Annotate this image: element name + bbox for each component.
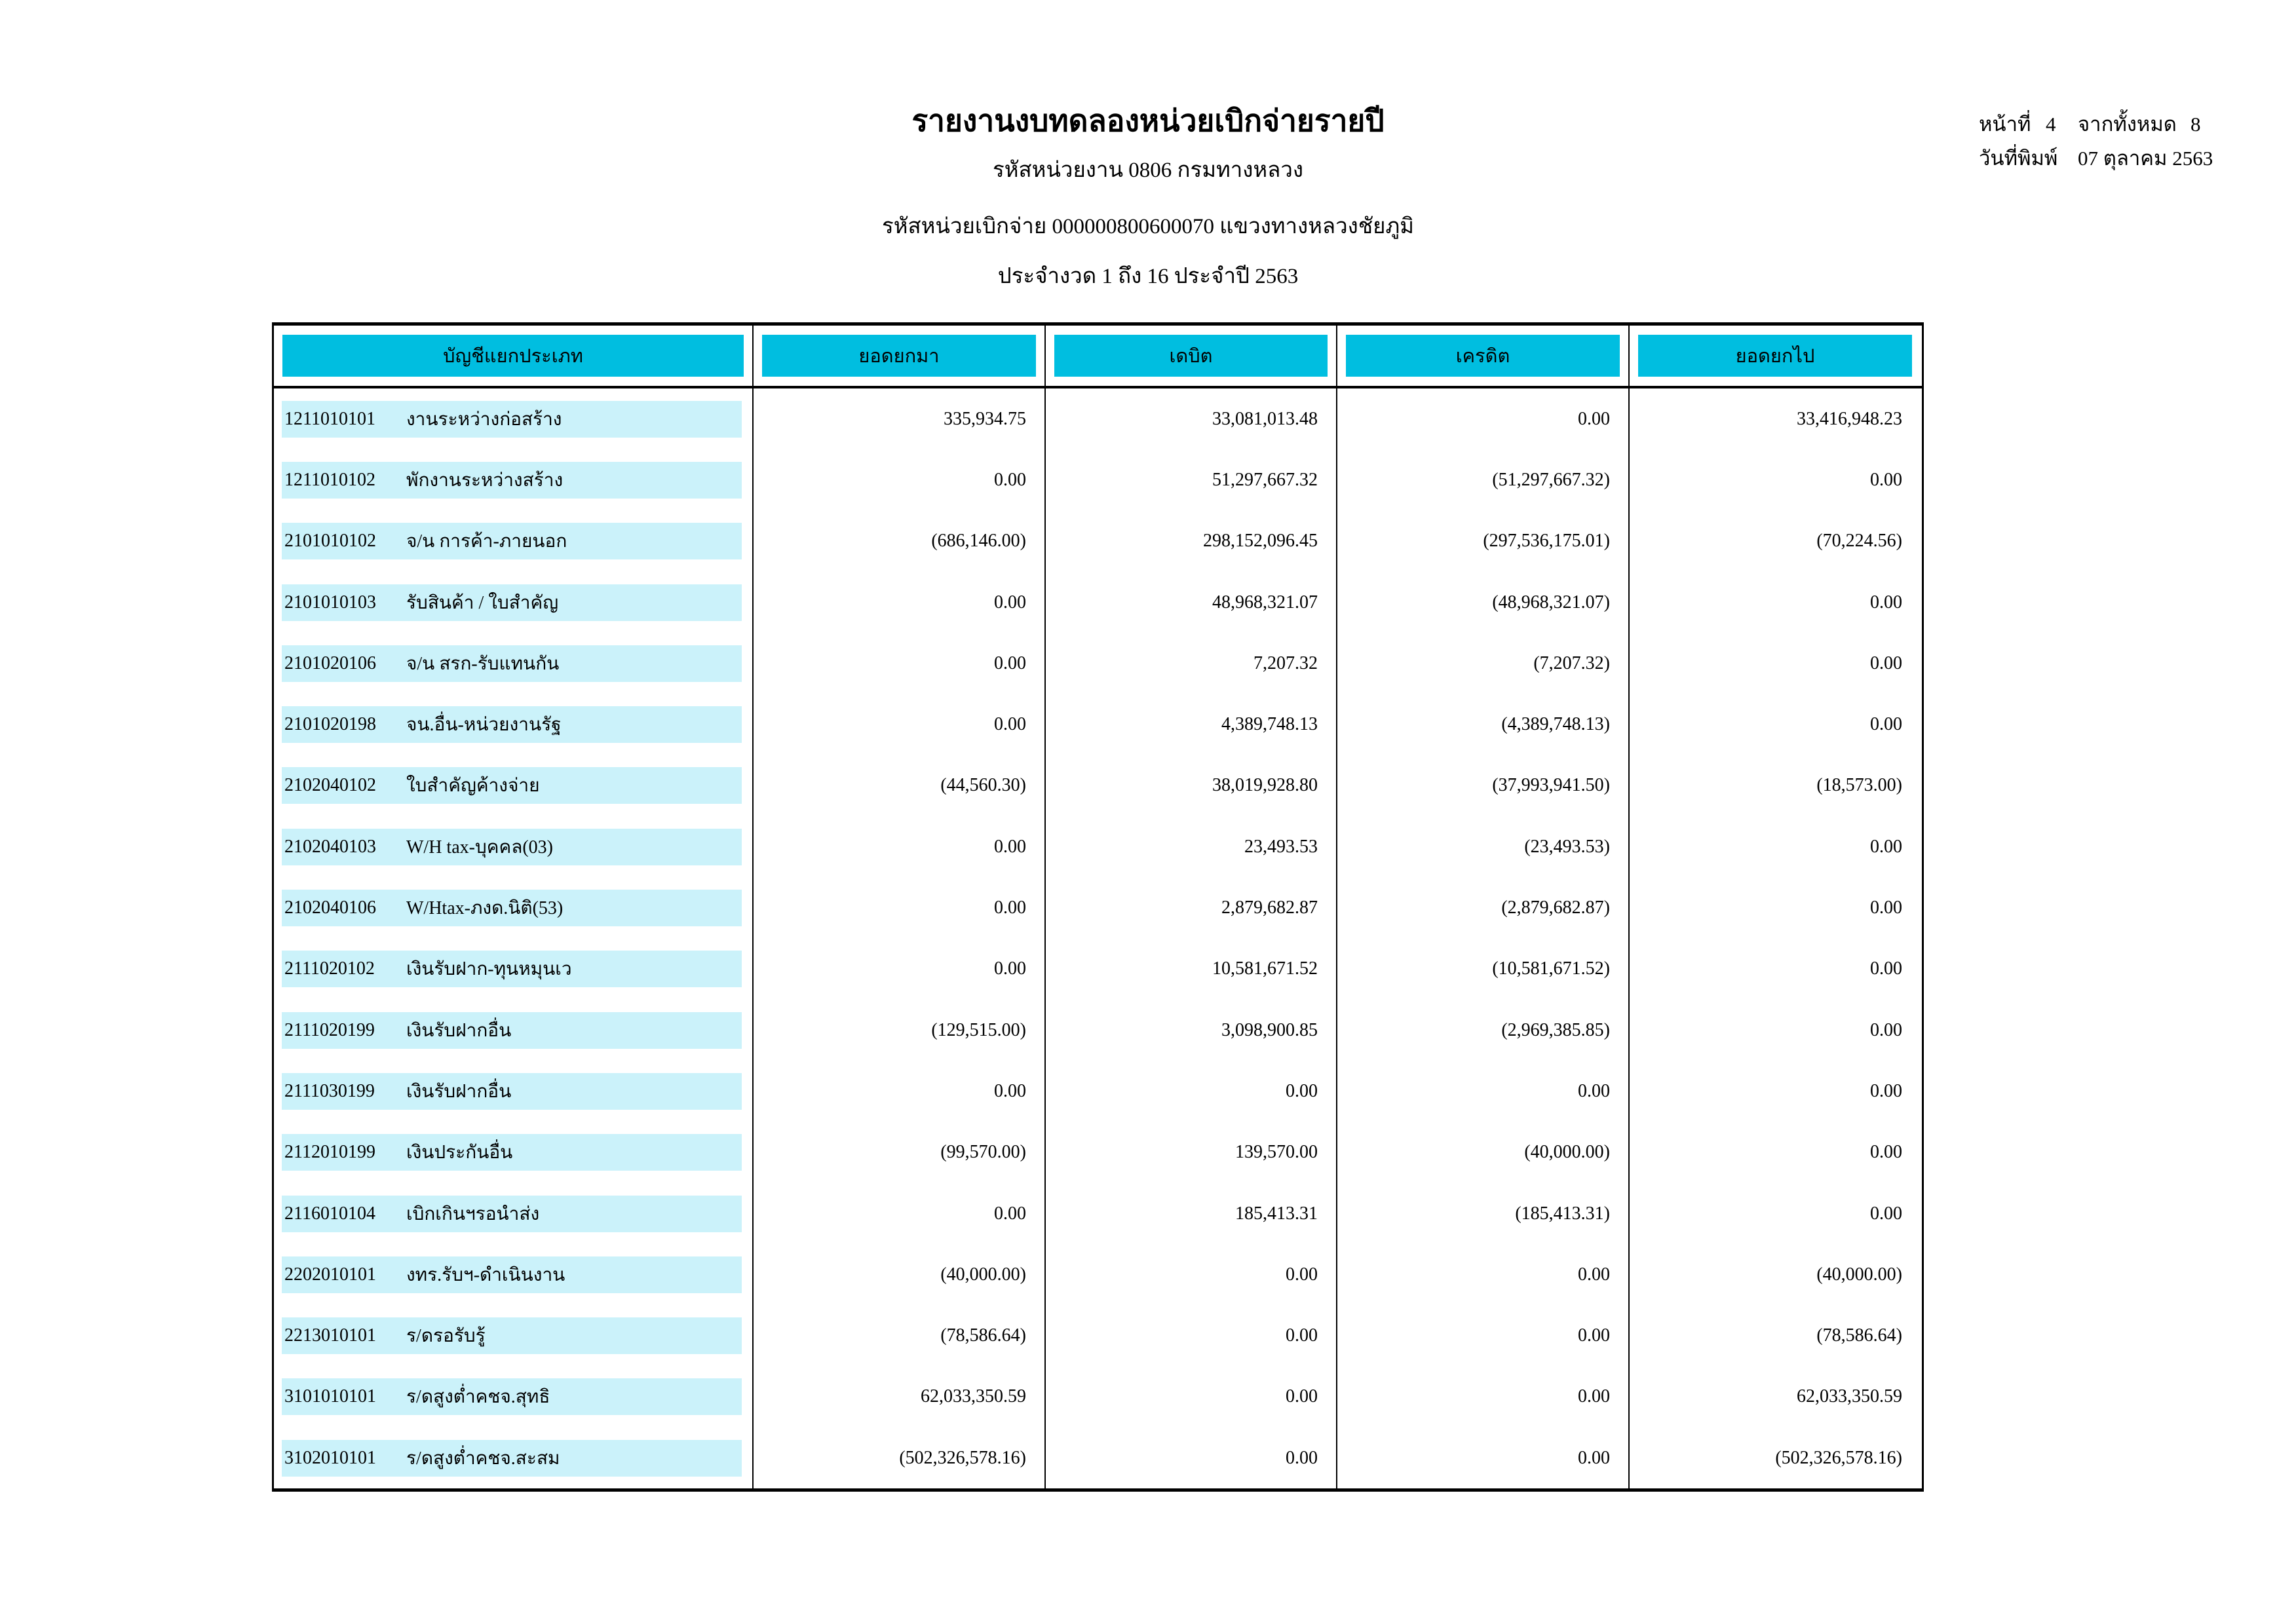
carry-forward-value: (99,570.00) bbox=[754, 1122, 1046, 1183]
debit-value: 139,570.00 bbox=[1046, 1122, 1337, 1183]
account-code: 2102040103 bbox=[284, 836, 376, 857]
account-code: 2112010199 bbox=[284, 1142, 375, 1163]
carry-forward-value: 62,033,350.59 bbox=[754, 1367, 1046, 1427]
period-line: ประจำงวด 1 ถึง 16 ประจำปี 2563 bbox=[997, 265, 1299, 288]
account-code: 2213010101 bbox=[284, 1325, 376, 1346]
account-band bbox=[282, 706, 742, 743]
column-header-credit: เครดิต bbox=[1346, 335, 1620, 377]
credit-value: 0.00 bbox=[1337, 1061, 1630, 1122]
credit-value: (7,207.32) bbox=[1337, 633, 1630, 694]
balance-value: 0.00 bbox=[1870, 836, 1902, 857]
account-band bbox=[282, 1440, 742, 1477]
account-cell bbox=[274, 1061, 754, 1122]
account-name: ร/ดสูงต่ำคชจ.สะสม bbox=[406, 1448, 560, 1469]
account-cell bbox=[274, 1183, 754, 1244]
trial-balance-table bbox=[272, 322, 1924, 1492]
credit-value: 0.00 bbox=[1337, 1427, 1630, 1488]
table-row bbox=[274, 388, 1922, 449]
account-band bbox=[282, 1378, 742, 1415]
account-name: จ/น การค้า-ภายนอก bbox=[406, 531, 567, 552]
account-band bbox=[282, 829, 742, 865]
column-header-debit: เดบิต bbox=[1054, 335, 1328, 377]
account-band bbox=[282, 1012, 742, 1049]
account-band bbox=[282, 645, 742, 682]
account-band bbox=[282, 1317, 742, 1354]
disbursement-unit-line: รหัสหน่วยเบิกจ่าย 000000800600070 แขวงทางหลวงชัยภูมิ bbox=[882, 215, 1414, 238]
debit-value: 0.00 bbox=[1046, 1367, 1337, 1427]
carry-forward-value: 0.00 bbox=[754, 572, 1046, 633]
account-name: ร/ดสูงต่ำคชจ.สุทธิ bbox=[406, 1387, 550, 1408]
table-row bbox=[274, 755, 1922, 816]
account-band bbox=[282, 890, 742, 926]
credit-value: (23,493.53) bbox=[1337, 816, 1630, 877]
carry-forward-value: (40,000.00) bbox=[754, 1244, 1046, 1305]
balance-value: (70,224.56) bbox=[1816, 531, 1902, 552]
balance-value: 0.00 bbox=[1870, 958, 1902, 979]
balance-value: 0.00 bbox=[1870, 1019, 1902, 1040]
account-band bbox=[282, 523, 742, 559]
table-row bbox=[274, 1427, 1922, 1488]
account-code: 2111030199 bbox=[284, 1080, 375, 1101]
account-code: 1211010102 bbox=[284, 469, 375, 490]
account-code: 2102040106 bbox=[284, 897, 376, 918]
carry-forward-value: (78,586.64) bbox=[754, 1305, 1046, 1366]
credit-value: (185,413.31) bbox=[1337, 1183, 1630, 1244]
account-cell bbox=[274, 1122, 754, 1183]
report-title: รายงานงบทดลองหน่วยเบิกจ่ายรายปี bbox=[911, 104, 1385, 138]
table-row bbox=[274, 449, 1922, 510]
account-name: งทร.รับฯ-ดำเนินงาน bbox=[406, 1264, 565, 1285]
table-row bbox=[274, 877, 1922, 938]
table-row bbox=[274, 1367, 1922, 1427]
account-band bbox=[282, 1196, 742, 1232]
balance-value: (78,586.64) bbox=[1816, 1325, 1902, 1346]
table-row bbox=[274, 1000, 1922, 1061]
balance-value: 0.00 bbox=[1870, 469, 1902, 490]
debit-value: 51,297,667.32 bbox=[1046, 449, 1337, 510]
account-band bbox=[282, 1256, 742, 1293]
balance-value: 0.00 bbox=[1870, 897, 1902, 918]
table-row bbox=[274, 816, 1922, 877]
header-cell-debit bbox=[1046, 326, 1337, 386]
account-code: 2101010102 bbox=[284, 531, 376, 552]
account-cell bbox=[274, 816, 754, 877]
account-code: 2101010103 bbox=[284, 592, 376, 613]
debit-value: 0.00 bbox=[1046, 1061, 1337, 1122]
table-row bbox=[274, 1305, 1922, 1366]
account-cell bbox=[274, 511, 754, 572]
account-band bbox=[282, 1073, 742, 1110]
carry-forward-value: 0.00 bbox=[754, 816, 1046, 877]
debit-value: 0.00 bbox=[1046, 1305, 1337, 1366]
credit-value: (48,968,321.07) bbox=[1337, 572, 1630, 633]
account-code: 1211010101 bbox=[284, 408, 375, 429]
header-cell-balance bbox=[1630, 326, 1921, 386]
account-band bbox=[282, 951, 742, 987]
account-cell bbox=[274, 1427, 754, 1488]
account-name: จ/น สรก-รับแทนกัน bbox=[406, 653, 560, 674]
debit-value: 4,389,748.13 bbox=[1046, 694, 1337, 755]
balance-value: 0.00 bbox=[1870, 1203, 1902, 1224]
account-cell bbox=[274, 939, 754, 1000]
account-cell bbox=[274, 694, 754, 755]
table-row bbox=[274, 694, 1922, 755]
table-row bbox=[274, 939, 1922, 1000]
header-cell-carry-forward bbox=[754, 326, 1046, 386]
account-name: W/Htax-ภงด.นิติ(53) bbox=[406, 898, 564, 919]
debit-value: 33,081,013.48 bbox=[1046, 388, 1337, 449]
debit-value: 10,581,671.52 bbox=[1046, 939, 1337, 1000]
carry-forward-value: 0.00 bbox=[754, 633, 1046, 694]
credit-value: (2,969,385.85) bbox=[1337, 1000, 1630, 1061]
account-band bbox=[282, 584, 742, 621]
balance-value: 0.00 bbox=[1870, 714, 1902, 735]
agency-line: รหัสหน่วยงาน 0806 กรมทางหลวง bbox=[993, 159, 1303, 182]
debit-value: 185,413.31 bbox=[1046, 1183, 1337, 1244]
credit-value: (297,536,175.01) bbox=[1337, 511, 1630, 572]
account-name: เบิกเกินฯรอนำส่ง bbox=[406, 1203, 540, 1224]
debit-value: 298,152,096.45 bbox=[1046, 511, 1337, 572]
account-cell bbox=[274, 1305, 754, 1366]
account-code: 3101010101 bbox=[284, 1386, 376, 1407]
table-row bbox=[274, 511, 1922, 572]
carry-forward-value: 0.00 bbox=[754, 1183, 1046, 1244]
account-name: เงินรับฝากอื่น bbox=[406, 1081, 512, 1102]
account-band bbox=[282, 767, 742, 804]
debit-value: 23,493.53 bbox=[1046, 816, 1337, 877]
account-cell bbox=[274, 572, 754, 633]
table-row bbox=[274, 633, 1922, 694]
table-row bbox=[274, 1061, 1922, 1122]
account-name: W/H tax-บุคคล(03) bbox=[406, 837, 553, 858]
column-header-carry-forward: ยอดยกมา bbox=[762, 335, 1036, 377]
credit-value: (37,993,941.50) bbox=[1337, 755, 1630, 816]
balance-value: 0.00 bbox=[1870, 1080, 1902, 1101]
account-code: 2101020198 bbox=[284, 714, 376, 735]
balance-value: (502,326,578.16) bbox=[1775, 1447, 1902, 1468]
account-name: งานระหว่างก่อสร้าง bbox=[406, 409, 562, 430]
credit-value: (2,879,682.87) bbox=[1337, 877, 1630, 938]
credit-value: (51,297,667.32) bbox=[1337, 449, 1630, 510]
debit-value: 2,879,682.87 bbox=[1046, 877, 1337, 938]
account-code: 2111020102 bbox=[284, 958, 375, 979]
balance-value: 0.00 bbox=[1870, 592, 1902, 613]
carry-forward-value: 0.00 bbox=[754, 449, 1046, 510]
debit-value: 38,019,928.80 bbox=[1046, 755, 1337, 816]
carry-forward-value: 0.00 bbox=[754, 1061, 1046, 1122]
balance-value: 0.00 bbox=[1870, 1142, 1902, 1163]
credit-value: (4,389,748.13) bbox=[1337, 694, 1630, 755]
account-name: รับสินค้า / ใบสำคัญ bbox=[406, 592, 559, 613]
carry-forward-value: 0.00 bbox=[754, 877, 1046, 938]
total-pages-label: จากทั้งหมด bbox=[2078, 113, 2177, 136]
account-code: 2101020106 bbox=[284, 652, 376, 673]
page-label: หน้าที่ bbox=[1979, 113, 2031, 136]
header-cell-credit bbox=[1337, 326, 1630, 386]
table-header-row bbox=[274, 326, 1922, 388]
carry-forward-value: 0.00 bbox=[754, 694, 1046, 755]
account-name: เงินรับฝาก-ทุนหมุนเว bbox=[406, 959, 572, 980]
column-header-account: บัญชีแยกประเภท bbox=[282, 335, 744, 377]
carry-forward-value: (44,560.30) bbox=[754, 755, 1046, 816]
table-row bbox=[274, 572, 1922, 633]
credit-value: 0.00 bbox=[1337, 388, 1630, 449]
credit-value: 0.00 bbox=[1337, 1367, 1630, 1427]
account-band bbox=[282, 1134, 742, 1171]
account-band bbox=[282, 462, 742, 499]
account-name: เงินรับฝากอื่น bbox=[406, 1020, 512, 1041]
account-code: 2116010104 bbox=[284, 1203, 375, 1224]
account-code: 2202010101 bbox=[284, 1264, 376, 1285]
balance-value: 33,416,948.23 bbox=[1797, 408, 1902, 429]
credit-value: (10,581,671.52) bbox=[1337, 939, 1630, 1000]
account-name: พักงานระหว่างสร้าง bbox=[406, 470, 564, 491]
total-pages: 8 bbox=[2191, 113, 2201, 136]
account-band bbox=[282, 401, 742, 438]
debit-value: 0.00 bbox=[1046, 1244, 1337, 1305]
table-row bbox=[274, 1244, 1922, 1305]
account-name: ร/ดรอรับรู้ bbox=[406, 1326, 486, 1347]
carry-forward-value: 0.00 bbox=[754, 939, 1046, 1000]
balance-value: 62,033,350.59 bbox=[1797, 1386, 1902, 1407]
balance-value: (40,000.00) bbox=[1816, 1264, 1902, 1285]
account-name: เงินประกันอื่น bbox=[406, 1142, 513, 1163]
page-number: 4 bbox=[2046, 113, 2056, 136]
account-cell bbox=[274, 877, 754, 938]
account-cell bbox=[274, 633, 754, 694]
account-code: 3102010101 bbox=[284, 1447, 376, 1468]
account-cell bbox=[274, 1244, 754, 1305]
column-header-balance: ยอดยกไป bbox=[1638, 335, 1912, 377]
debit-value: 48,968,321.07 bbox=[1046, 572, 1337, 633]
print-date-label: วันที่พิมพ์ bbox=[1979, 147, 2058, 170]
page-number-line bbox=[1979, 111, 2213, 138]
debit-value: 0.00 bbox=[1046, 1427, 1337, 1488]
credit-value: (40,000.00) bbox=[1337, 1122, 1630, 1183]
account-name: ใบสำคัญค้างจ่าย bbox=[406, 776, 540, 797]
page-info bbox=[1979, 111, 2213, 172]
carry-forward-value: 335,934.75 bbox=[754, 388, 1046, 449]
account-code: 2102040102 bbox=[284, 775, 376, 796]
credit-value: 0.00 bbox=[1337, 1305, 1630, 1366]
header-cell-account bbox=[274, 326, 754, 386]
carry-forward-value: (502,326,578.16) bbox=[754, 1427, 1046, 1488]
account-cell bbox=[274, 388, 754, 449]
report-header bbox=[0, 104, 2296, 290]
print-date: 07 ตุลาคม 2563 bbox=[2078, 147, 2213, 170]
carry-forward-value: (686,146.00) bbox=[754, 511, 1046, 572]
account-name: จน.อื่น-หน่วยงานรัฐ bbox=[406, 715, 562, 736]
debit-value: 7,207.32 bbox=[1046, 633, 1337, 694]
print-date-line bbox=[1979, 145, 2213, 172]
balance-value: 0.00 bbox=[1870, 652, 1902, 673]
account-cell bbox=[274, 755, 754, 816]
table-row bbox=[274, 1183, 1922, 1244]
credit-value: 0.00 bbox=[1337, 1244, 1630, 1305]
account-cell bbox=[274, 1367, 754, 1427]
debit-value: 3,098,900.85 bbox=[1046, 1000, 1337, 1061]
balance-value: (18,573.00) bbox=[1816, 775, 1902, 796]
table-row bbox=[274, 1122, 1922, 1183]
account-cell bbox=[274, 449, 754, 510]
table-body bbox=[274, 388, 1922, 1488]
account-cell bbox=[274, 1000, 754, 1061]
account-code: 2111020199 bbox=[284, 1019, 375, 1040]
carry-forward-value: (129,515.00) bbox=[754, 1000, 1046, 1061]
